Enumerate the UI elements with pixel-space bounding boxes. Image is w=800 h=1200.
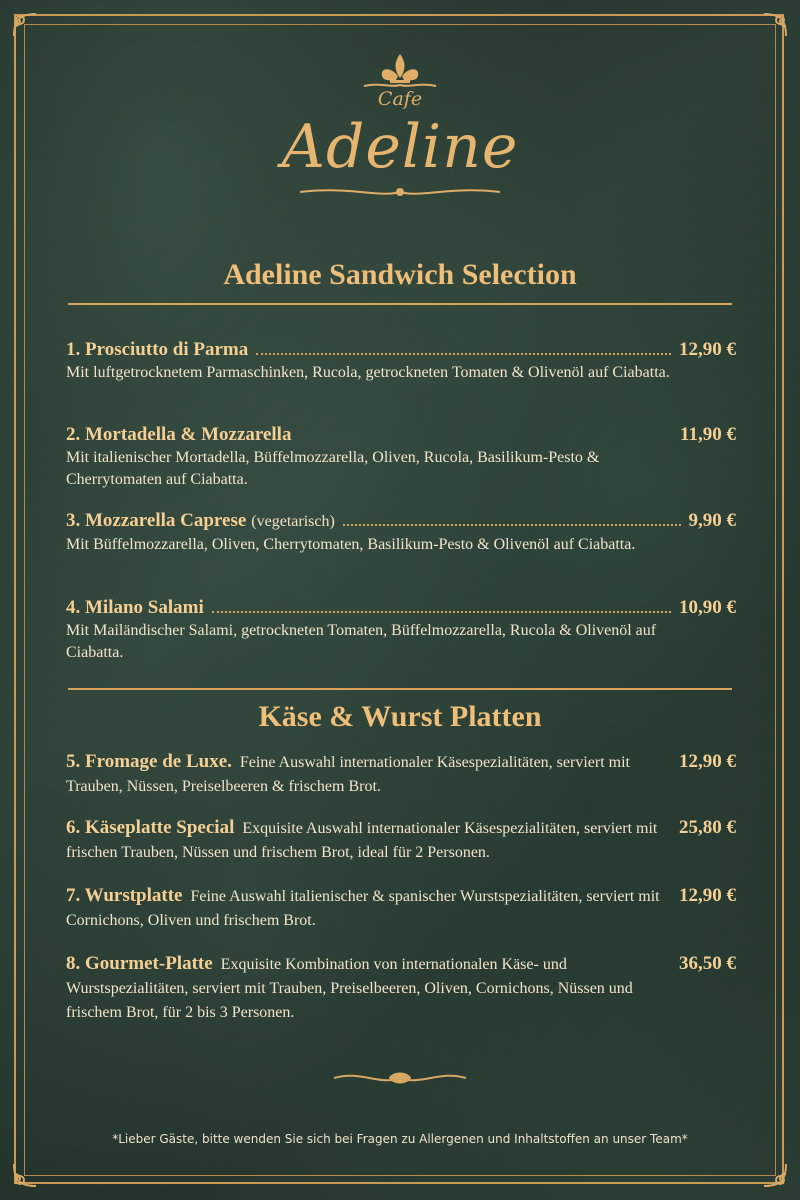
- item-price: 11,90 €: [680, 424, 736, 445]
- allergen-footnote: *Lieber Gäste, bitte wenden Sie sich bei Fragen zu Allergenen und Inhaltstoffen an unser Team*: [112, 1132, 688, 1146]
- item-name: 4. Milano Salami: [66, 597, 204, 618]
- item-description: Mit Mailändischer Salami, getrockneten Tomaten, Büffelmozzarella, Rucola & Olivenöl auf Ciabatta.: [66, 622, 657, 661]
- section-divider: [68, 303, 732, 305]
- dot-leader: [256, 352, 671, 355]
- item-price: 10,90 €: [679, 597, 736, 618]
- item-name: 1. Prosciutto di Parma: [66, 339, 249, 360]
- section-title-platten: Käse & Wurst Platten: [258, 700, 542, 733]
- item-name: 3. Mozzarella Caprese: [66, 510, 247, 531]
- item-price: 25,80 €: [679, 817, 736, 838]
- logo-cafe-text: Cafe: [377, 88, 423, 110]
- dot-leader: [343, 523, 681, 526]
- logo-underline-ornament-icon: [0, 182, 800, 206]
- item-name: 8. Gourmet-Platte: [66, 953, 213, 974]
- item-description: Feine Auswahl internationaler Käsespezialitäten, serviert mit Trauben, Nüssen, Preiselbeeren & frischem Brot.: [66, 754, 630, 795]
- item-price: 12,90 €: [679, 339, 736, 360]
- item-note: (vegetarisch): [251, 513, 335, 530]
- footer-ornament-icon: [0, 1068, 800, 1092]
- section-title-sandwich: Adeline Sandwich Selection: [223, 258, 577, 291]
- item-description: Mit Büffelmozzarella, Oliven, Cherrytomaten, Basilikum-Pesto & Olivenöl auf Ciabatta.: [66, 536, 636, 553]
- item-description: Mit italienischer Mortadella, Büffelmozzarella, Oliven, Rucola, Basilikum-Pesto & Cherrytomaten auf Ciabatta.: [66, 449, 600, 488]
- item-name: 5. Fromage de Luxe.: [66, 751, 232, 772]
- platter-item: [66, 952, 738, 1025]
- corner-ornament-icon: [8, 8, 42, 42]
- item-price: 12,90 €: [679, 885, 736, 906]
- platter-item: [66, 816, 738, 865]
- item-name: 7. Wurstplatte: [66, 885, 183, 906]
- item-description: Exquisite Kombination von internationalen Käse- und Wurstspezialitäten, serviert mit Trauben, Preiselbeeren, Oliven, Cornichons, Nüssen und frischem Brot, für 2 bis 3 Personen.: [66, 956, 633, 1021]
- item-description: Mit luftgetrocknetem Parmaschinken, Rucola, getrockneten Tomaten & Olivenöl auf Ciabatta.: [66, 364, 670, 381]
- platter-item: [66, 750, 738, 799]
- corner-ornament-icon: [758, 1158, 792, 1192]
- menu-item: [66, 509, 736, 556]
- item-price: 36,50 €: [679, 953, 736, 974]
- item-description: Feine Auswahl italienischer & spanischer Wurstspezialitäten, serviert mit Cornichons, Oliven und frischem Brot.: [66, 888, 660, 929]
- corner-ornament-icon: [8, 1158, 42, 1192]
- item-price: 12,90 €: [679, 751, 736, 772]
- menu-item: [66, 596, 736, 664]
- platter-item: [66, 884, 738, 933]
- dot-leader: [212, 610, 671, 613]
- item-name: 2. Mortadella & Mozzarella: [66, 424, 292, 445]
- menu-item: [66, 338, 736, 384]
- corner-ornament-icon: [758, 8, 792, 42]
- item-name: 6. Käseplatte Special: [66, 817, 235, 838]
- logo-name: Adeline: [281, 112, 519, 182]
- menu-item: [66, 423, 736, 491]
- item-price: 9,90 €: [688, 510, 736, 531]
- item-description: Exquisite Auswahl internationaler Käsespezialitäten, serviert mit frischen Trauben, Nüssen und frischem Brot, ideal für 2 Personen.: [66, 820, 658, 861]
- section-divider: [68, 688, 732, 690]
